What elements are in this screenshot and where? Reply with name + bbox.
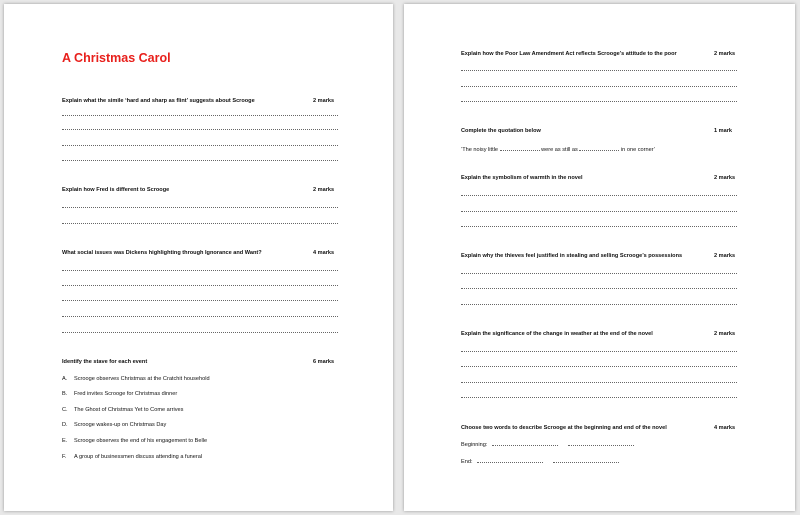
answer-line[interactable] — [62, 332, 338, 333]
beginning-row — [461, 440, 634, 448]
question-marks: 1 mark — [714, 128, 733, 134]
event-option: F. A group of businessmen discuss attending a funeral — [62, 454, 203, 460]
answer-line[interactable] — [461, 382, 737, 383]
question-text: Explain what the simile ‘hard and sharp as flint’ suggests about Scrooge — [62, 98, 255, 104]
answer-line[interactable] — [461, 397, 737, 398]
question-marks: 2 marks — [714, 51, 736, 57]
question-text: Explain how the Poor Law Amendment Act reflects Scrooge’s attitude to the poor — [461, 51, 677, 57]
worksheet-page-right — [404, 4, 795, 511]
question-text: Explain the symbolism of warmth in the novel — [461, 175, 583, 181]
question-text: Explain why the thieves feel justified in stealing and selling Scrooge’s possessions — [461, 253, 683, 259]
event-option: E. Scrooge observes the end of his engagement to Belle — [62, 438, 208, 444]
end-word-blank[interactable] — [553, 457, 619, 463]
question-text: Explain the significance of the change in weather at the end of the novel — [461, 331, 653, 337]
quotation-blank[interactable] — [500, 145, 540, 151]
answer-line[interactable] — [62, 285, 338, 286]
answer-line[interactable] — [62, 223, 338, 224]
question-text: Choose two words to describe Scrooge at the beginning and end of the novel — [461, 425, 667, 431]
answer-line[interactable] — [461, 195, 737, 196]
question-marks: 2 marks — [313, 187, 335, 193]
end-label: End: — [461, 459, 473, 465]
answer-line[interactable] — [461, 86, 737, 87]
question-text: Complete the quotation below — [461, 128, 541, 134]
answer-line[interactable] — [461, 226, 737, 227]
end-row — [461, 457, 619, 465]
answer-line[interactable] — [461, 288, 737, 289]
answer-line[interactable] — [62, 160, 338, 161]
beginning-label: Beginning: — [461, 442, 488, 448]
event-option: A. Scrooge observes Christmas at the Cratchit household — [62, 376, 210, 382]
answer-line[interactable] — [62, 316, 338, 317]
answer-line[interactable] — [62, 300, 338, 301]
question-marks: 2 marks — [313, 98, 335, 104]
answer-line[interactable] — [461, 304, 737, 305]
answer-line[interactable] — [461, 351, 737, 352]
answer-line[interactable] — [461, 273, 737, 274]
question-marks: 4 marks — [714, 425, 736, 431]
answer-line[interactable] — [62, 270, 338, 271]
question-text: What social issues was Dickens highlighting through Ignorance and Want? — [62, 250, 262, 256]
end-word-blank[interactable] — [477, 457, 543, 463]
event-option: C. The Ghost of Christmas Yet to Come arrives — [62, 407, 184, 413]
answer-line[interactable] — [461, 211, 737, 212]
answer-line[interactable] — [62, 207, 338, 208]
answer-line[interactable] — [461, 70, 737, 71]
beginning-word-blank[interactable] — [568, 440, 634, 446]
answer-line[interactable] — [461, 101, 737, 102]
event-option: B. Fred invites Scrooge for Christmas dinner — [62, 391, 178, 397]
question-marks: 2 marks — [714, 253, 736, 259]
quotation-line: ‘The noisy little were as still as in one corner’ — [461, 147, 656, 153]
answer-line[interactable] — [62, 115, 338, 116]
event-option: D. Scrooge wakes-up on Christmas Day — [62, 422, 167, 428]
question-marks: 2 marks — [714, 331, 736, 337]
worksheet-page-left — [4, 4, 393, 511]
question-marks: 2 marks — [714, 175, 736, 181]
answer-line[interactable] — [461, 366, 737, 367]
page-title: A Christmas Carol — [62, 51, 171, 65]
question-marks: 6 marks — [313, 359, 335, 365]
beginning-word-blank[interactable] — [492, 440, 558, 446]
question-marks: 4 marks — [313, 250, 335, 256]
answer-line[interactable] — [62, 145, 338, 146]
question-text: Identify the stave for each event — [62, 359, 148, 365]
answer-line[interactable] — [62, 129, 338, 130]
quotation-blank[interactable] — [579, 145, 619, 151]
question-text: Explain how Fred is different to Scrooge — [62, 187, 170, 193]
